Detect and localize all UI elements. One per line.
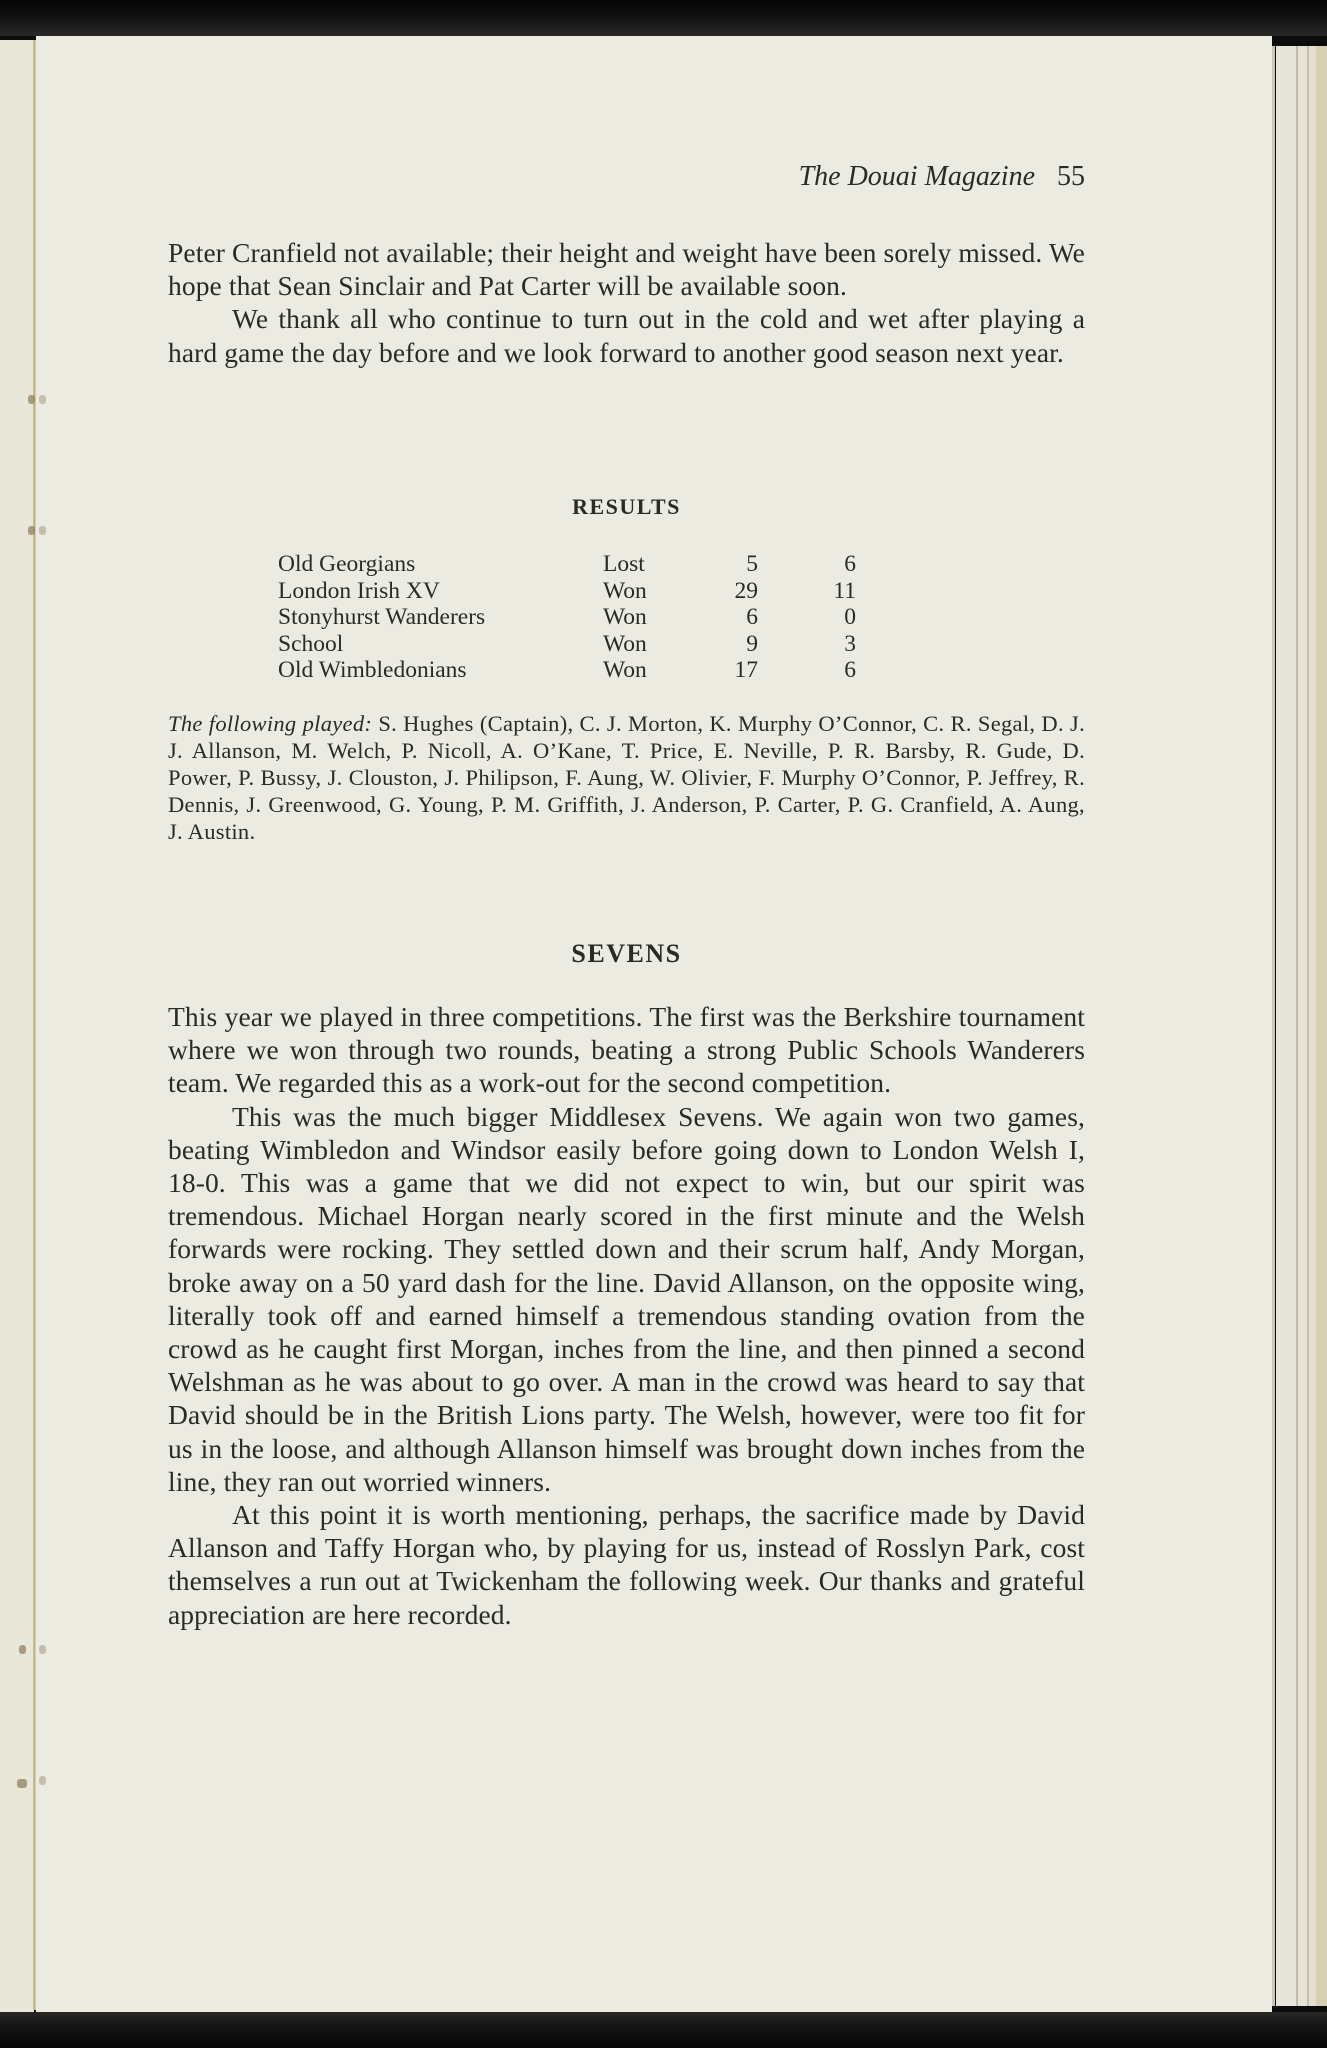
page-stack-edge: [1276, 46, 1296, 2006]
players-label: The following played:: [168, 711, 373, 736]
table-row: [278, 604, 856, 631]
binding-stitch: [17, 1779, 27, 1788]
table-row: [278, 551, 856, 578]
magazine-title: The Douai Magazine: [798, 161, 1035, 192]
binding-stitch: [28, 526, 35, 535]
binding-stitch: [28, 395, 35, 404]
paragraph: This was the much bigger Middlesex Sevens. We again won two games, beating Wimbledon and Windsor easily before going down to London Welsh I, 18-0. This was a game that we did not expect to win, but our spirit was tremendous. Michael Horgan nearly scored in the first minute and the Welsh forwards were rocking. They settled down and their scrum half, Andy Morgan, broke away on a 50 yard dash for the line. David Allanson, on the opposite wing, literally took off and earned himself a tremendous standing ovation from the crowd as he caught first Morgan, inches from the line, and then pinned a second Welshman as he was about to go over. A man in the crowd was heard to say that David should be in the British Lions party. The Welsh, however, were too fit for us in the loose, and although Allanson himself was brought down inches from the line, they ran out worried winners.: [168, 1100, 1085, 1497]
score-against: 11: [833, 577, 856, 604]
opponent: Old Wimbledonians: [278, 657, 467, 684]
intro-text: [168, 236, 1085, 369]
score-for: 29: [734, 577, 758, 604]
score-against: 6: [844, 657, 856, 684]
table-row: [278, 657, 856, 684]
opponent: London Irish XV: [278, 577, 440, 604]
score-for: 5: [746, 551, 758, 577]
page-stack-edge: [1316, 46, 1327, 2006]
outcome: Won: [603, 630, 647, 657]
binding-stitch: [39, 395, 46, 404]
paragraph: This year we played in three competitions. The first was the Berkshire tournament where we won through two rounds, beating a strong Public Schools Wanderers team. We regarded this as a work-out for the second competition.: [168, 1001, 1085, 1099]
page-number: 55: [1057, 161, 1085, 192]
running-head: [168, 160, 1085, 194]
opponent: Stonyhurst Wanderers: [278, 604, 486, 631]
binding-stitch: [19, 1645, 26, 1654]
page-stack-edge: [1272, 46, 1275, 2006]
paragraph: Peter Cranfield not available; their height and weight have been sorely missed. We hope that Sean Sinclair and Pat Carter will be available soon.: [168, 237, 1085, 302]
outcome: Lost: [603, 551, 645, 577]
book-binding-bottom: [0, 2012, 1327, 2048]
sevens-text: [168, 1000, 1085, 1631]
paragraph: At this point it is worth mentioning, perhaps, the sacrifice made by David Allanson and Taffy Horgan who, by playing for us, instead of Rosslyn Park, cost themselves a run out at Twickenham the following week. Our thanks and grateful appreciation are here recorded.: [168, 1499, 1085, 1630]
page-stack-edge: [1298, 46, 1307, 2006]
binding-stitch: [39, 526, 46, 535]
score-for: 9: [746, 630, 758, 657]
score-against: 3: [844, 630, 856, 657]
results-heading: RESULTS: [572, 494, 681, 519]
players-names: S. Hughes (Captain), C. J. Morton, K. Murphy O’Connor, C. R. Segal, D. J. J. Allanson, M. Welch, P. Nicoll, A. O’Kane, T. Price, E. Neville, P. R. Barsby, R. Gude, D. Power, P. Bussy, J. Clouston, J. Philipson, F. Aung, W. Olivier, F. Murphy O’Connor, P. Jeffrey, R. Dennis, J. Greenwood, G. Young, P. M. Griffith, J. Anderson, P. Carter, P. G. Cranfield, A. Aung, J. Austin.: [168, 711, 1085, 844]
facing-page-edge: [0, 40, 34, 2012]
score-for: 17: [734, 657, 758, 684]
table-row: [278, 631, 856, 658]
page-stack-edge: [1309, 46, 1316, 2006]
players-list: [168, 711, 1085, 846]
sevens-heading: SEVENS: [571, 939, 682, 968]
results-table: [278, 551, 856, 684]
opponent: School: [278, 630, 344, 657]
paragraph: We thank all who continue to turn out in the cold and wet after playing a hard game the day before and we look forward to another good season next year.: [168, 303, 1085, 368]
binding-stitch: [39, 1776, 46, 1785]
binding-stitch: [39, 1645, 46, 1654]
score-for: 6: [746, 604, 758, 631]
book-binding-top: [0, 0, 1327, 36]
outcome: Won: [603, 657, 647, 684]
table-row: [278, 578, 856, 605]
outcome: Won: [603, 604, 647, 631]
score-against: 6: [844, 551, 856, 577]
outcome: Won: [603, 577, 647, 604]
score-against: 0: [844, 604, 856, 631]
opponent: Old Georgians: [278, 551, 416, 577]
